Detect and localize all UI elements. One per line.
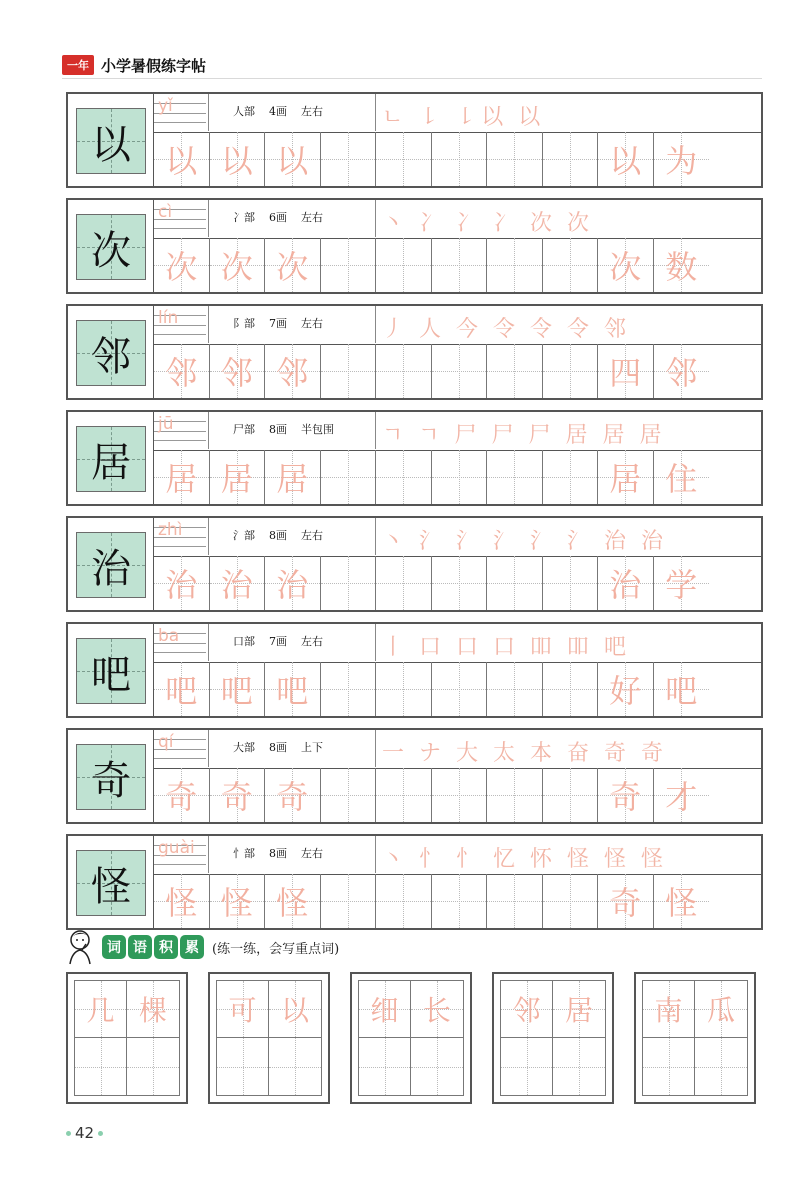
vocab-trace-char: 棵 xyxy=(138,994,167,1027)
pinyin-text: guài xyxy=(158,838,195,858)
trace-char: 为 xyxy=(665,142,698,180)
char-info xyxy=(208,306,376,343)
trace-char: 怪 xyxy=(220,884,253,922)
practice-cell[interactable] xyxy=(598,556,654,610)
vocab-cell[interactable] xyxy=(269,981,321,1038)
practice-cell[interactable] xyxy=(543,768,599,822)
stroke-order: ㄱ ㄱ 尸 尸 尸 居 居 居 xyxy=(382,423,666,446)
practice-cell[interactable] xyxy=(432,344,488,398)
info-band xyxy=(154,200,761,239)
model-char-box xyxy=(76,108,146,174)
char-strokes: 7画 xyxy=(269,317,287,330)
practice-cell[interactable] xyxy=(487,132,543,186)
trace-char: 治 xyxy=(165,566,198,604)
practice-cell[interactable] xyxy=(265,556,321,610)
char-info xyxy=(208,836,376,873)
practice-cell[interactable] xyxy=(154,132,210,186)
page-number xyxy=(62,1124,107,1142)
char-structure: 左右 xyxy=(301,847,323,860)
trace-char: 奇 xyxy=(276,778,309,816)
practice-cell[interactable] xyxy=(154,556,210,610)
info-band xyxy=(154,624,761,663)
char-strokes: 8画 xyxy=(269,529,287,542)
trace-char: 以 xyxy=(276,142,309,180)
trace-char: 奇 xyxy=(220,778,253,816)
practice-cell[interactable] xyxy=(543,556,599,610)
vocab-trace-char: 邻 xyxy=(512,994,541,1027)
practice-cell[interactable] xyxy=(376,662,432,716)
vocab-cell[interactable] xyxy=(501,981,553,1038)
trace-char: 治 xyxy=(220,566,253,604)
char-row xyxy=(66,622,763,718)
practice-cell[interactable] xyxy=(376,238,432,292)
model-char-cell xyxy=(68,624,154,716)
pinyin-text: yǐ xyxy=(158,96,173,116)
practice-cell[interactable] xyxy=(487,556,543,610)
model-char: 居 xyxy=(91,439,131,486)
practice-cell[interactable] xyxy=(376,450,432,504)
grade-badge: 一年 xyxy=(62,55,94,75)
trace-char: 吧 xyxy=(665,672,698,710)
pinyin-text: zhì xyxy=(158,520,183,540)
char-structure: 左右 xyxy=(301,529,323,542)
char-structure: 半包围 xyxy=(301,423,334,436)
info-band xyxy=(154,306,761,345)
stroke-order: 一 ナ 大 太 本 奋 奇 奇 xyxy=(382,741,667,764)
vocab-cell[interactable] xyxy=(217,1038,269,1095)
info-band xyxy=(154,836,761,875)
practice-cell[interactable] xyxy=(654,450,710,504)
practice-cell[interactable] xyxy=(543,450,599,504)
model-char: 治 xyxy=(91,545,131,592)
char-info xyxy=(208,94,376,131)
practice-cell[interactable] xyxy=(543,132,599,186)
trace-char: 居 xyxy=(165,460,198,498)
practice-cells xyxy=(154,344,761,398)
char-structure: 左右 xyxy=(301,105,323,118)
vocab-cell[interactable] xyxy=(217,981,269,1038)
model-char-box xyxy=(76,532,146,598)
model-char-box xyxy=(76,638,146,704)
vocab-grid xyxy=(74,980,180,1096)
trace-char: 奇 xyxy=(609,884,642,922)
practice-cell[interactable] xyxy=(654,238,710,292)
pinyin-lines xyxy=(154,624,206,661)
char-radical: 冫部 xyxy=(233,211,255,224)
practice-cells xyxy=(154,132,761,186)
stroke-order: 丶 冫 冫 冫 次 次 xyxy=(382,211,593,234)
trace-char: 次 xyxy=(220,248,253,286)
practice-cell[interactable] xyxy=(154,662,210,716)
char-info xyxy=(208,518,376,555)
practice-cell[interactable] xyxy=(210,450,266,504)
trace-char: 邻 xyxy=(165,354,198,392)
page-header xyxy=(62,54,206,76)
vocab-trace-char: 可 xyxy=(228,994,257,1027)
pinyin-text: qí xyxy=(158,732,174,752)
model-char-box xyxy=(76,744,146,810)
trace-char: 邻 xyxy=(665,354,698,392)
practice-cell[interactable] xyxy=(321,768,377,822)
practice-cell[interactable] xyxy=(654,344,710,398)
model-char-cell xyxy=(68,730,154,822)
char-row xyxy=(66,410,763,506)
char-strokes: 8画 xyxy=(269,741,287,754)
practice-cell[interactable] xyxy=(210,662,266,716)
char-row xyxy=(66,728,763,824)
pinyin-lines xyxy=(154,836,206,873)
stroke-order: 丶 氵 氵 氵 氵 氵 治 治 xyxy=(382,529,667,552)
practice-cell[interactable] xyxy=(487,344,543,398)
char-row xyxy=(66,92,763,188)
vocab-word-box xyxy=(66,972,188,1104)
pinyin-text: lín xyxy=(158,308,179,328)
model-char-box xyxy=(76,214,146,280)
char-strokes: 4画 xyxy=(269,105,287,118)
char-radical: 氵部 xyxy=(233,529,255,542)
trace-char: 邻 xyxy=(276,354,309,392)
practice-cell[interactable] xyxy=(598,768,654,822)
vocab-cell[interactable] xyxy=(695,981,747,1038)
practice-cell[interactable] xyxy=(543,874,599,928)
model-char-cell xyxy=(68,200,154,292)
trace-char: 次 xyxy=(165,248,198,286)
stroke-order: 丿 人 今 令 令 令 邻 xyxy=(382,317,630,340)
vocab-grid xyxy=(500,980,606,1096)
practice-cell[interactable] xyxy=(432,132,488,186)
trace-char: 怪 xyxy=(165,884,198,922)
info-band xyxy=(154,518,761,557)
char-row xyxy=(66,304,763,400)
trace-char: 邻 xyxy=(220,354,253,392)
practice-cell[interactable] xyxy=(432,450,488,504)
vocab-cell[interactable] xyxy=(411,1038,463,1095)
practice-cell[interactable] xyxy=(265,450,321,504)
practice-cell[interactable] xyxy=(654,662,710,716)
vocab-cell[interactable] xyxy=(695,1038,747,1095)
practice-cell[interactable] xyxy=(487,874,543,928)
pinyin-text: jū xyxy=(158,414,174,434)
practice-cell[interactable] xyxy=(654,556,710,610)
practice-cell[interactable] xyxy=(154,768,210,822)
info-band xyxy=(154,412,761,451)
vocab-cell[interactable] xyxy=(643,981,695,1038)
practice-cell[interactable] xyxy=(654,768,710,822)
vocab-cell[interactable] xyxy=(359,1038,411,1095)
info-band xyxy=(154,730,761,769)
stroke-order: ㄴ ㇙ ㇙以 以 xyxy=(382,105,545,128)
char-row xyxy=(66,516,763,612)
practice-cell[interactable] xyxy=(321,344,377,398)
practice-cell[interactable] xyxy=(376,132,432,186)
trace-char: 居 xyxy=(276,460,309,498)
pinyin-lines xyxy=(154,200,206,237)
practice-cells xyxy=(154,556,761,610)
practice-cell[interactable] xyxy=(543,238,599,292)
practice-cell[interactable] xyxy=(265,344,321,398)
vocab-trace-char: 细 xyxy=(370,994,399,1027)
trace-char: 以 xyxy=(220,142,253,180)
vocab-cell[interactable] xyxy=(359,981,411,1038)
practice-cell[interactable] xyxy=(210,556,266,610)
char-strokes: 8画 xyxy=(269,423,287,436)
trace-char: 吧 xyxy=(276,672,309,710)
model-char-cell xyxy=(68,518,154,610)
trace-char: 怪 xyxy=(665,884,698,922)
pinyin-text: cì xyxy=(158,202,173,222)
model-char: 奇 xyxy=(91,757,131,804)
pinyin-lines xyxy=(154,518,206,555)
char-row xyxy=(66,834,763,930)
practice-cells xyxy=(154,662,761,716)
practice-cell[interactable] xyxy=(154,344,210,398)
trace-char: 居 xyxy=(609,460,642,498)
trace-char: 吧 xyxy=(220,672,253,710)
char-info xyxy=(208,200,376,237)
practice-rows xyxy=(66,92,763,940)
practice-cell[interactable] xyxy=(432,662,488,716)
char-strokes: 7画 xyxy=(269,635,287,648)
char-radical: 大部 xyxy=(233,741,255,754)
practice-cell[interactable] xyxy=(432,768,488,822)
practice-cells xyxy=(154,874,761,928)
practice-cell[interactable] xyxy=(376,556,432,610)
vocab-cell[interactable] xyxy=(553,1038,605,1095)
vocab-cell[interactable] xyxy=(269,1038,321,1095)
vocab-cell[interactable] xyxy=(75,981,127,1038)
trace-char: 奇 xyxy=(165,778,198,816)
stroke-order: 丶 忄 忄 忆 怀 怪 怪 怪 xyxy=(382,847,667,870)
vocab-cell[interactable] xyxy=(127,1038,179,1095)
dot-icon xyxy=(66,1131,71,1136)
practice-cell[interactable] xyxy=(487,768,543,822)
vocab-grid xyxy=(642,980,748,1096)
trace-char: 才 xyxy=(665,778,698,816)
trace-char: 居 xyxy=(220,460,253,498)
practice-cell[interactable] xyxy=(210,874,266,928)
vocab-trace-char: 居 xyxy=(564,994,593,1027)
model-char-cell xyxy=(68,412,154,504)
vocab-grid xyxy=(358,980,464,1096)
trace-char: 以 xyxy=(165,142,198,180)
vocab-title xyxy=(102,935,206,959)
pinyin-lines xyxy=(154,94,206,131)
pinyin-text: ba xyxy=(158,626,180,646)
trace-char: 四 xyxy=(609,354,642,392)
vocab-grid xyxy=(216,980,322,1096)
practice-cell[interactable] xyxy=(154,874,210,928)
practice-cell[interactable] xyxy=(154,450,210,504)
trace-char: 吧 xyxy=(165,672,198,710)
practice-cell[interactable] xyxy=(210,344,266,398)
practice-cell[interactable] xyxy=(432,874,488,928)
practice-cell[interactable] xyxy=(210,132,266,186)
practice-cell[interactable] xyxy=(543,662,599,716)
model-char: 邻 xyxy=(91,333,131,380)
vocab-trace-char: 以 xyxy=(280,994,309,1027)
practice-cell[interactable] xyxy=(654,132,710,186)
vocab-cell[interactable] xyxy=(127,981,179,1038)
practice-cells xyxy=(154,238,761,292)
practice-cell[interactable] xyxy=(376,768,432,822)
char-strokes: 8画 xyxy=(269,847,287,860)
vocab-title-char: 词 xyxy=(102,935,126,959)
char-structure: 左右 xyxy=(301,635,323,648)
stroke-order: 丨 口 口 口 吅 吅 吧 xyxy=(382,635,630,658)
char-radical: 尸部 xyxy=(233,423,255,436)
practice-cell[interactable] xyxy=(321,450,377,504)
practice-cell[interactable] xyxy=(321,132,377,186)
practice-cell[interactable] xyxy=(321,238,377,292)
trace-char: 治 xyxy=(276,566,309,604)
model-char-cell xyxy=(68,836,154,928)
trace-char: 次 xyxy=(609,248,642,286)
info-band xyxy=(154,94,761,133)
model-char: 吧 xyxy=(91,651,131,698)
practice-cell[interactable] xyxy=(321,874,377,928)
practice-cell[interactable] xyxy=(432,556,488,610)
vocab-header xyxy=(66,928,339,966)
practice-cell[interactable] xyxy=(265,132,321,186)
practice-cell[interactable] xyxy=(487,450,543,504)
practice-cell[interactable] xyxy=(598,874,654,928)
practice-cell[interactable] xyxy=(543,344,599,398)
practice-cells xyxy=(154,768,761,822)
char-info xyxy=(208,624,376,661)
practice-cell[interactable] xyxy=(210,768,266,822)
practice-cell[interactable] xyxy=(321,556,377,610)
char-structure: 左右 xyxy=(301,211,323,224)
practice-cell[interactable] xyxy=(487,238,543,292)
practice-cell[interactable] xyxy=(598,662,654,716)
trace-char: 次 xyxy=(276,248,309,286)
vocab-title-char: 积 xyxy=(154,935,178,959)
page-number-text: 42 xyxy=(75,1124,95,1142)
practice-cell[interactable] xyxy=(598,450,654,504)
pinyin-lines xyxy=(154,730,206,767)
model-char-box xyxy=(76,320,146,386)
model-char: 怪 xyxy=(91,863,131,910)
practice-cell[interactable] xyxy=(154,238,210,292)
trace-char: 学 xyxy=(665,566,698,604)
vocab-word-box xyxy=(634,972,756,1104)
vocab-cell[interactable] xyxy=(553,981,605,1038)
pinyin-lines xyxy=(154,412,206,449)
trace-char: 怪 xyxy=(276,884,309,922)
model-char: 以 xyxy=(91,121,131,168)
char-radical: 阝部 xyxy=(233,317,255,330)
practice-cell[interactable] xyxy=(265,662,321,716)
practice-cell[interactable] xyxy=(210,238,266,292)
vocab-title-char: 语 xyxy=(128,935,152,959)
trace-char: 治 xyxy=(609,566,642,604)
practice-cell[interactable] xyxy=(598,238,654,292)
vocab-trace-char: 几 xyxy=(86,994,115,1027)
model-char-cell xyxy=(68,94,154,186)
char-structure: 上下 xyxy=(301,741,323,754)
pinyin-lines xyxy=(154,306,206,343)
header-divider xyxy=(62,78,762,79)
practice-cell[interactable] xyxy=(321,662,377,716)
vocab-note: (练一练，会写重点词) xyxy=(212,941,340,957)
practice-cell[interactable] xyxy=(265,874,321,928)
model-char: 次 xyxy=(91,227,131,274)
vocab-cell[interactable] xyxy=(75,1038,127,1095)
char-structure: 左右 xyxy=(301,317,323,330)
practice-cell[interactable] xyxy=(265,768,321,822)
practice-cell[interactable] xyxy=(376,874,432,928)
practice-cell[interactable] xyxy=(432,238,488,292)
trace-char: 以 xyxy=(609,142,642,180)
practice-cell[interactable] xyxy=(598,344,654,398)
practice-cell[interactable] xyxy=(654,874,710,928)
dot-icon xyxy=(98,1131,103,1136)
vocab-boxes xyxy=(66,972,756,1104)
vocab-word-box xyxy=(350,972,472,1104)
vocab-word-box xyxy=(208,972,330,1104)
vocab-trace-char: 长 xyxy=(422,994,451,1027)
char-radical: 口部 xyxy=(233,635,255,648)
char-info xyxy=(208,412,376,449)
practice-cell[interactable] xyxy=(376,344,432,398)
thinking-child-icon xyxy=(66,928,96,966)
char-info xyxy=(208,730,376,767)
model-char-box xyxy=(76,850,146,916)
char-strokes: 6画 xyxy=(269,211,287,224)
char-radical: 忄部 xyxy=(233,847,255,860)
vocab-cell[interactable] xyxy=(501,1038,553,1095)
vocab-title-char: 累 xyxy=(180,935,204,959)
practice-cell[interactable] xyxy=(265,238,321,292)
model-char-box xyxy=(76,426,146,492)
char-row xyxy=(66,198,763,294)
vocab-word-box xyxy=(492,972,614,1104)
trace-char: 奇 xyxy=(609,778,642,816)
practice-cell[interactable] xyxy=(598,132,654,186)
vocab-trace-char: 瓜 xyxy=(706,994,735,1027)
vocab-cell[interactable] xyxy=(411,981,463,1038)
vocab-cell[interactable] xyxy=(643,1038,695,1095)
practice-cells xyxy=(154,450,761,504)
trace-char: 数 xyxy=(665,248,698,286)
vocab-trace-char: 南 xyxy=(654,994,683,1027)
trace-char: 好 xyxy=(609,672,642,710)
practice-cell[interactable] xyxy=(487,662,543,716)
char-radical: 人部 xyxy=(233,105,255,118)
model-char-cell xyxy=(68,306,154,398)
book-title: 小学暑假练字帖 xyxy=(101,56,207,75)
trace-char: 住 xyxy=(665,460,698,498)
